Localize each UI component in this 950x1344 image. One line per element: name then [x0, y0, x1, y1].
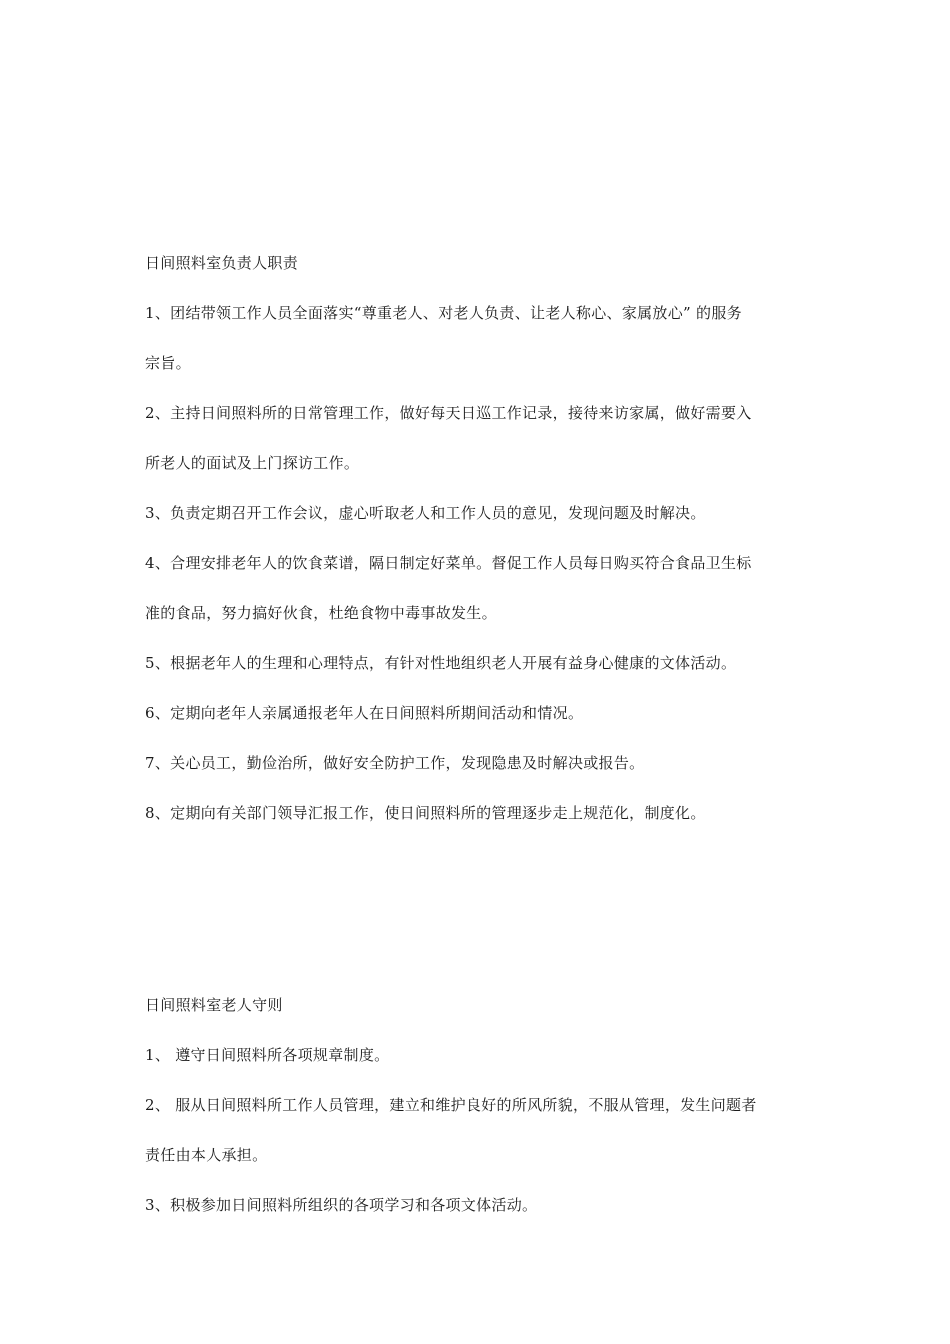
responsibility-item-4-continued: 准的食品，努力搞好伙食，杜绝食物中毒事故发生。 [145, 604, 497, 622]
responsibility-item-7: 7、关心员工，勤俭治所，做好安全防护工作，发现隐患及时解决或报告。 [145, 754, 645, 772]
responsibility-item-2: 2、主持日间照料所的日常管理工作，做好每天日巡工作记录，接待来访家属，做好需要入 [145, 404, 752, 422]
section-title-rules: 日间照料室老人守则 [145, 996, 283, 1014]
rule-item-2: 2、 服从日间照料所工作人员管理，建立和维护良好的所风所貌，不服从管理，发生问题者 [145, 1096, 757, 1114]
rule-item-2-continued: 责任由本人承担。 [145, 1146, 268, 1164]
responsibility-item-1-continued: 宗旨。 [145, 354, 191, 372]
rule-item-1: 1、 遵守日间照料所各项规章制度。 [145, 1046, 390, 1064]
responsibility-item-2-continued: 所老人的面试及上门探访工作。 [145, 454, 360, 472]
rule-item-3: 3、积极参加日间照料所组织的各项学习和各项文体活动。 [145, 1196, 538, 1214]
responsibility-item-3: 3、负责定期召开工作会议，虚心听取老人和工作人员的意见，发现问题及时解决。 [145, 504, 706, 522]
responsibility-item-4: 4、合理安排老年人的饮食菜谱，隔日制定好菜单。督促工作人员每日购买符合食品卫生标 [145, 554, 752, 572]
responsibility-item-1: 1、团结带领工作人员全面落实“尊重老人、对老人负责、让老人称心、家属放心” 的服务 [145, 304, 742, 322]
section-title-responsibilities: 日间照料室负责人职责 [145, 254, 299, 272]
responsibility-item-6: 6、定期向老年人亲属通报老年人在日间照料所期间活动和情况。 [145, 704, 584, 722]
responsibility-item-8: 8、定期向有关部门领导汇报工作，使日间照料所的管理逐步走上规范化，制度化。 [145, 804, 706, 822]
responsibility-item-5: 5、根据老年人的生理和心理特点，有针对性地组织老人开展有益身心健康的文体活动。 [145, 654, 737, 672]
